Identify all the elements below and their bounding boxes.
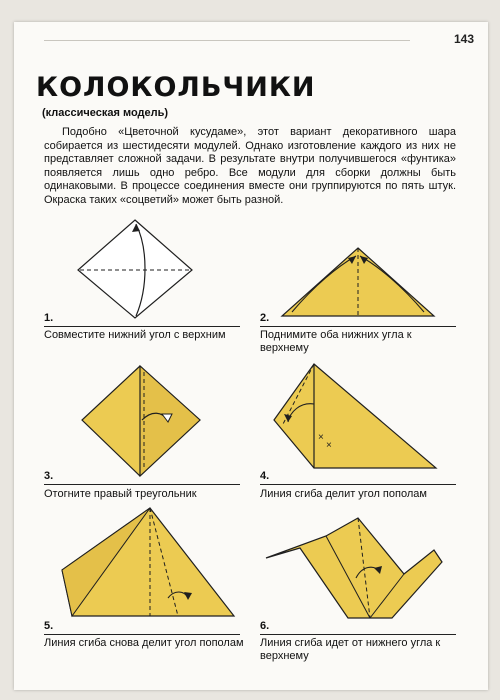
step-6-diagram: [266, 516, 446, 620]
step-2-number: 2.: [260, 312, 270, 324]
step-4-caption: Линия сгиба делит угол пополам: [260, 488, 427, 500]
step-4-rule: [260, 484, 456, 485]
step-4-number: 4.: [260, 470, 270, 482]
step-2-rule: [260, 326, 456, 327]
header-rule: [44, 40, 410, 41]
step-5-caption: Линия сгиба снова делит угол пополам: [44, 637, 244, 649]
step-1-diagram: [70, 218, 200, 318]
step-6-caption: Линия сгиба идет от нижнего угла к верхнему: [260, 637, 441, 662]
page-subtitle: (классическая модель): [42, 107, 169, 119]
step-1-number: 1.: [44, 312, 54, 324]
step-6-number: 6.: [260, 620, 270, 632]
step-3-diagram: [82, 362, 212, 482]
page-number: 143: [453, 32, 474, 46]
step-3-rule: [44, 484, 240, 485]
step-1-rule: [44, 326, 240, 327]
step-6-rule: [260, 634, 456, 635]
step-5-rule: [44, 634, 240, 635]
intro-paragraph: Подобно «Цветочной кусудаме», этот вариант декоративного шара собирается из шестидесяти модулей. Однако изготовление каждого из них не представляет сложной задачи. В результате внутри получившегося «фунтика» появляется лишь одно ребро. Все модули для сборки должны быть одинаковыми. В процессе соединения вместе они группируются по пять штук. Окраска таких «соцветий» может быть разной.: [44, 126, 456, 206]
step-3-number: 3.: [44, 470, 54, 482]
step-5-number: 5.: [44, 620, 54, 632]
crease-mark-icon: ×: [318, 432, 324, 443]
crease-mark-icon: ×: [326, 440, 332, 451]
step-1-caption: Совместите нижний угол с верхним: [44, 329, 226, 341]
step-4-diagram: [270, 362, 440, 472]
step-5-diagram: [58, 506, 238, 618]
book-page: [14, 22, 488, 690]
step-3-caption: Отогните правый треугольник: [44, 488, 197, 500]
step-2-diagram: [278, 246, 438, 318]
page-title: КОЛОКОЛЬЧИКИ: [36, 72, 316, 103]
step-2-caption: Поднимите оба нижних угла к верхнему: [260, 329, 412, 354]
